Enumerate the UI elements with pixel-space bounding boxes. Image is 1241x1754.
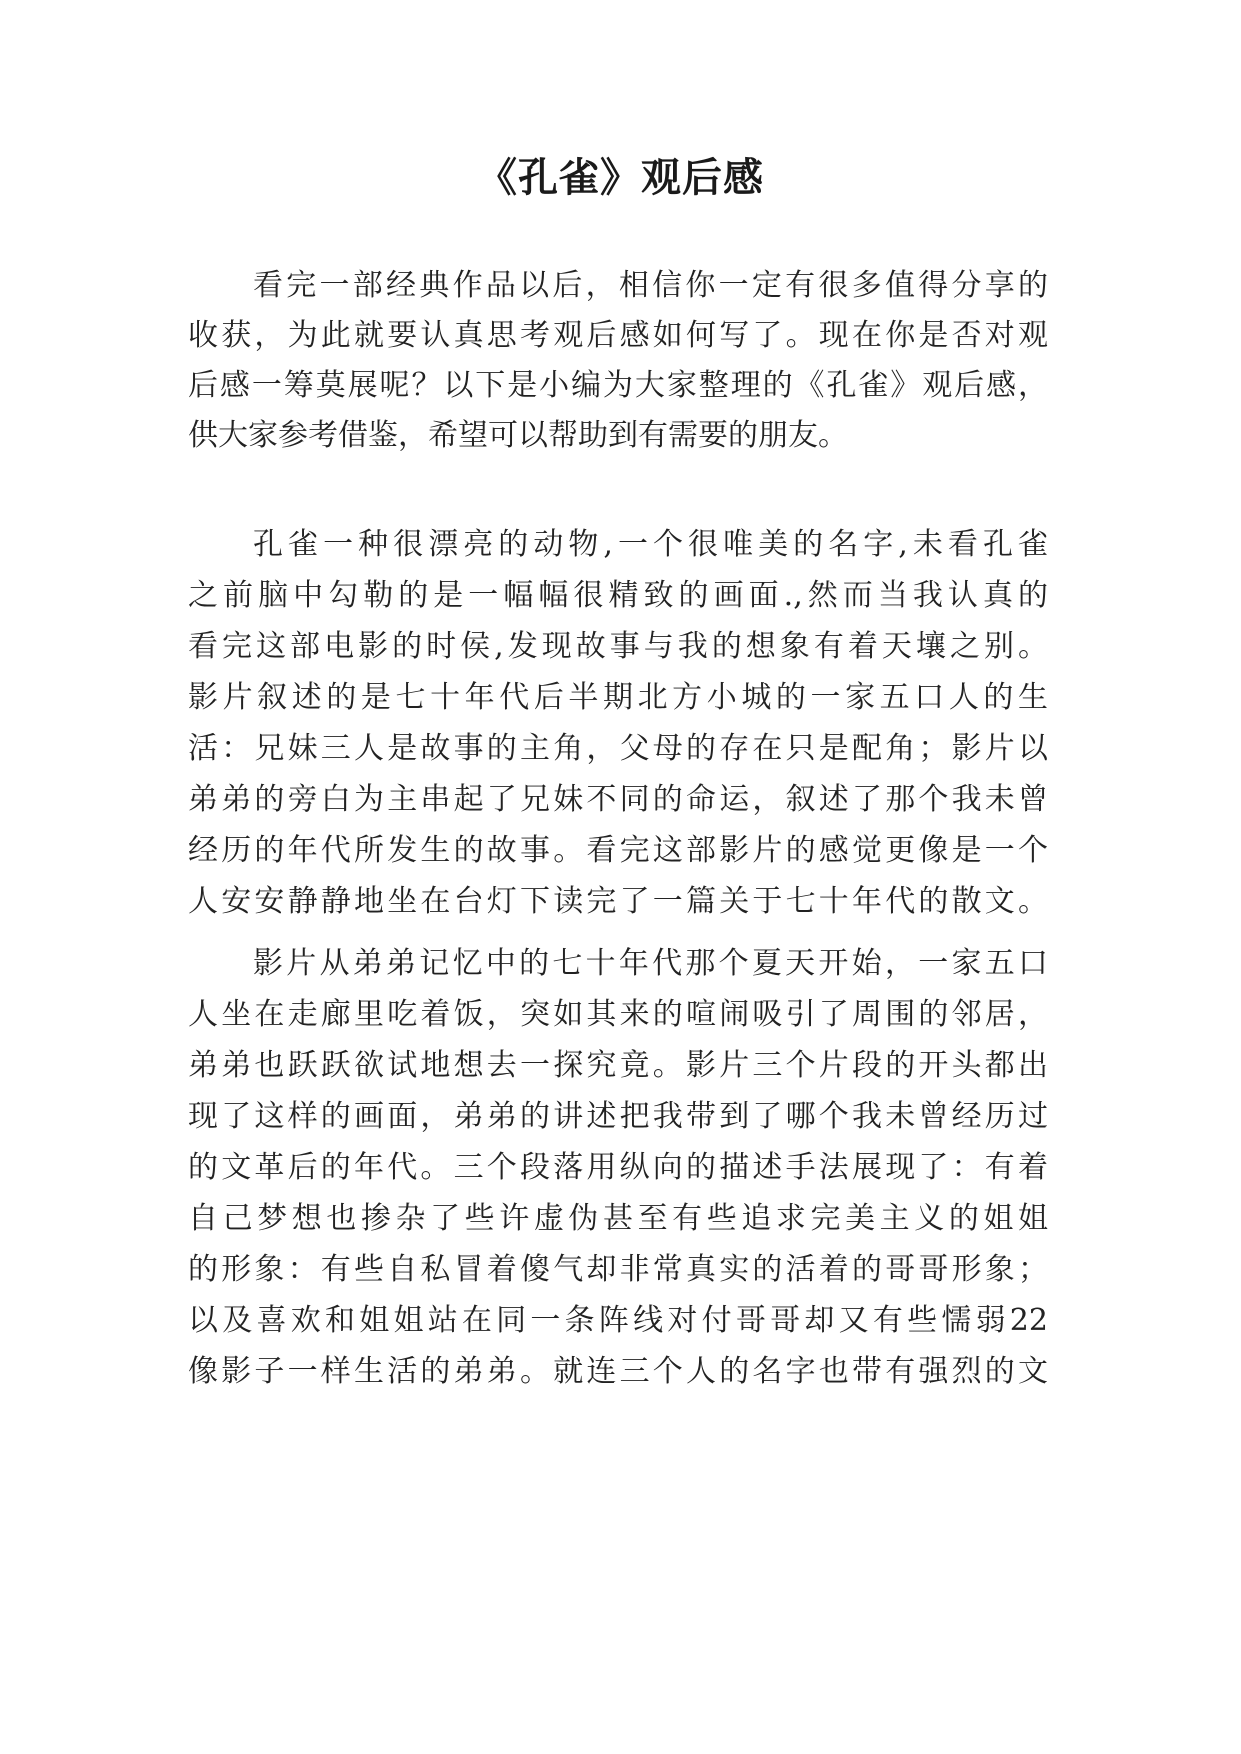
body-line: 现了这样的画面，弟弟的讲述把我带到了哪个我未曾经历过 (188, 1099, 1048, 1134)
body-line: 看完这部电影的时侯,发现故事与我的想象有着天壤之别。 (188, 629, 1048, 664)
body-line: 以及喜欢和姐姐站在同一条阵线对付哥哥却又有些懦弱22 (188, 1303, 1048, 1338)
body-line: 孔雀一种很漂亮的动物,一个很唯美的名字,未看孔雀 (253, 527, 1048, 562)
body-line: 弟弟也跃跃欲试地想去一探究竟。影片三个片段的开头都出 (188, 1048, 1048, 1083)
body-line: 自己梦想也掺杂了些许虚伪甚至有些追求完美主义的姐姐 (188, 1201, 1048, 1236)
body-line: 像影子一样生活的弟弟。就连三个人的名字也带有强烈的文 (188, 1354, 1048, 1389)
body-line: 经历的年代所发生的故事。看完这部影片的感觉更像是一个 (188, 833, 1048, 868)
body-line: 弟弟的旁白为主串起了兄妹不同的命运，叙述了那个我未曾 (188, 782, 1048, 817)
intro-line: 看完一部经典作品以后，相信你一定有很多值得分享的 (253, 268, 1048, 303)
body-line: 人安安静静地坐在台灯下读完了一篇关于七十年代的散文。 (188, 884, 1048, 919)
body-line: 之前脑中勾勒的是一幅幅很精致的画面.,然而当我认真的 (188, 578, 1048, 613)
body-line: 的形象：有些自私冒着傻气却非常真实的活着的哥哥形象； (188, 1252, 1048, 1287)
intro-line: 收获，为此就要认真思考观后感如何写了。现在你是否对观 (188, 318, 1048, 353)
intro-line: 供大家参考借鉴，希望可以帮助到有需要的朋友。 (188, 418, 848, 453)
body-line: 影片叙述的是七十年代后半期北方小城的一家五口人的生 (188, 680, 1048, 715)
body-line: 活：兄妹三人是故事的主角，父母的存在只是配角；影片以 (188, 731, 1048, 766)
intro-line: 后感一筹莫展呢？以下是小编为大家整理的《孔雀》观后感， (188, 368, 1048, 403)
body-line: 的文革后的年代。三个段落用纵向的描述手法展现了：有着 (188, 1150, 1048, 1185)
body-line: 人坐在走廊里吃着饭，突如其来的喧闹吸引了周围的邻居， (188, 997, 1048, 1032)
page-title: 《孔雀》观后感 (477, 155, 764, 201)
body-line: 影片从弟弟记忆中的七十年代那个夏天开始，一家五口 (253, 946, 1048, 981)
